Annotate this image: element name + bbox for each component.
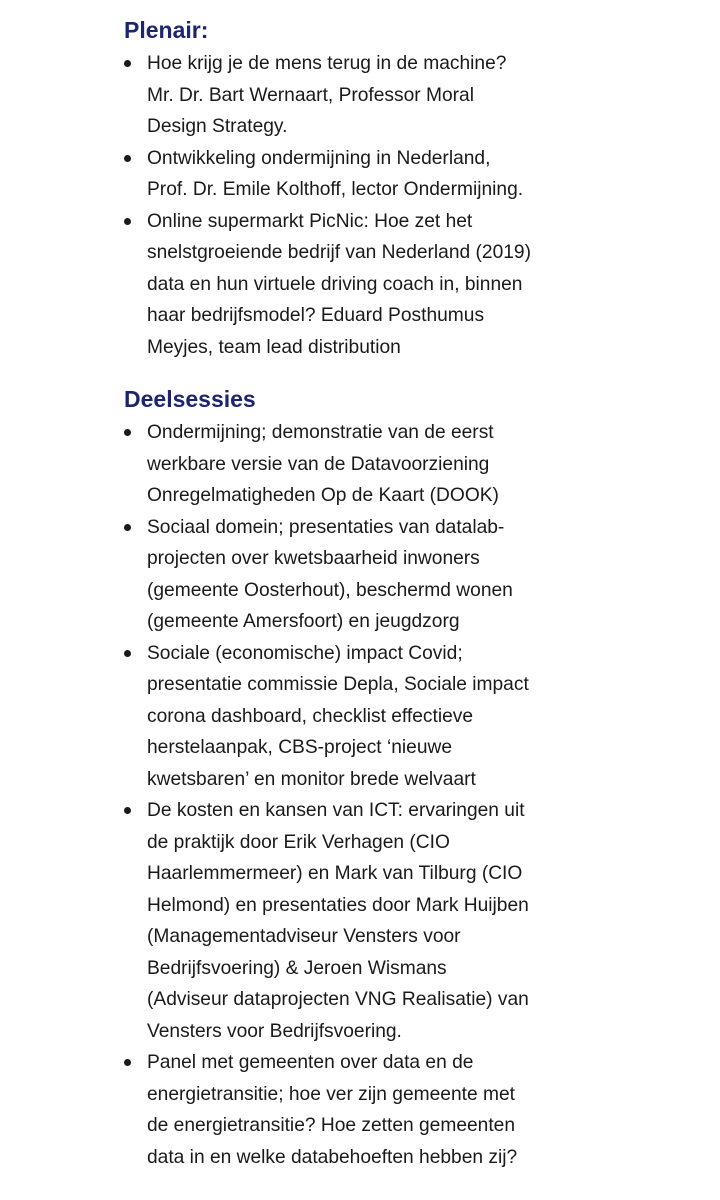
item-line: Haarlemmermeer) en Mark van Tilburg (CIO [147,863,523,884]
item-line: Helmond) en presentaties door Mark Huijben [147,894,529,916]
item-line: Bedrijfsvoering) & Jeroen Wismans [147,957,447,979]
item-line: (Adviseur dataprojecten VNG Realisatie) van [147,989,529,1010]
list-item [124,143,704,206]
item-line: werkbare versie van de Datavoorziening [147,453,490,475]
item-line: energietransitie; hoe ver zijn gemeente met [147,1083,515,1105]
list-item [124,1047,704,1173]
item-line: presentatie commissie Depla, Sociale impact [147,674,529,695]
item-line: kwetsbaren’ en monitor brede welvaart [147,768,476,790]
item-line: snelstgroeiende bedrijf van Nederland (2019) [147,242,531,263]
item-line: Meyjes, team lead distribution [147,336,401,358]
item-line: (Managementadviseur Vensters voor [147,926,461,947]
item-line: projecten over kwetsbaarheid inwoners [147,548,480,569]
item-line: haar bedrijfsmodel? Eduard Posthumus [147,305,485,326]
bullet-icon [124,60,131,67]
item-line: Mr. Dr. Bart Wernaart, Professor Moral [147,84,474,106]
item-line: de praktijk door Erik Verhagen (CIO [147,831,450,853]
item-line: Prof. Dr. Emile Kolthoff, lector Ondermijning. [147,179,524,200]
item-line: De kosten en kansen van ICT: ervaringen uit [147,800,525,821]
bullet-icon [124,650,131,657]
item-line: data en hun virtuele driving coach in, binnen [147,273,523,295]
item-line: Online supermarkt PicNic: Hoe zet het [147,210,473,232]
item-line: herstelaanpak, CBS-project ‘nieuwe [147,737,453,758]
list-item [124,638,704,796]
bullet-icon [124,524,131,531]
bullet-icon [124,429,131,436]
item-line: Vensters voor Bedrijfsvoering. [147,1020,402,1042]
item-line: de energietransitie? Hoe zetten gemeenten [147,1115,516,1136]
item-line: (gemeente Amersfoort) en jeugdzorg [147,611,460,632]
plenair-list [124,48,704,363]
list-item [124,795,704,1047]
list-item [124,417,704,512]
item-line: Hoe krijg je de mens terug in de machine? [147,53,507,74]
bullet-icon [124,218,131,225]
item-line: Sociale (economische) impact Covid; [147,642,463,664]
deelsessies-heading: Deelsessies [124,386,256,412]
item-line: corona dashboard, checklist effectieve [147,705,474,727]
item-line: Onregelmatigheden Op de Kaart (DOOK) [147,485,499,506]
list-item [124,512,704,638]
deelsessies-list [124,417,704,1173]
item-line: Design Strategy. [147,116,288,137]
bullet-icon [124,807,131,814]
list-item [124,48,704,143]
program-content [124,14,704,1173]
item-line: (gemeente Oosterhout), beschermd wonen [147,579,513,601]
item-line: Ondermijning; demonstratie van de eerst [147,422,494,443]
plenair-heading: Plenair: [124,17,209,43]
item-line: data in en welke databehoeften hebben zij? [147,1146,518,1168]
item-line: Ontwikkeling ondermijning in Nederland, [147,147,491,169]
bullet-icon [124,1059,131,1066]
item-line: Sociaal domein; presentaties van datalab- [147,516,505,538]
bullet-icon [124,155,131,162]
item-line: Panel met gemeenten over data en de [147,1052,474,1073]
list-item [124,206,704,364]
